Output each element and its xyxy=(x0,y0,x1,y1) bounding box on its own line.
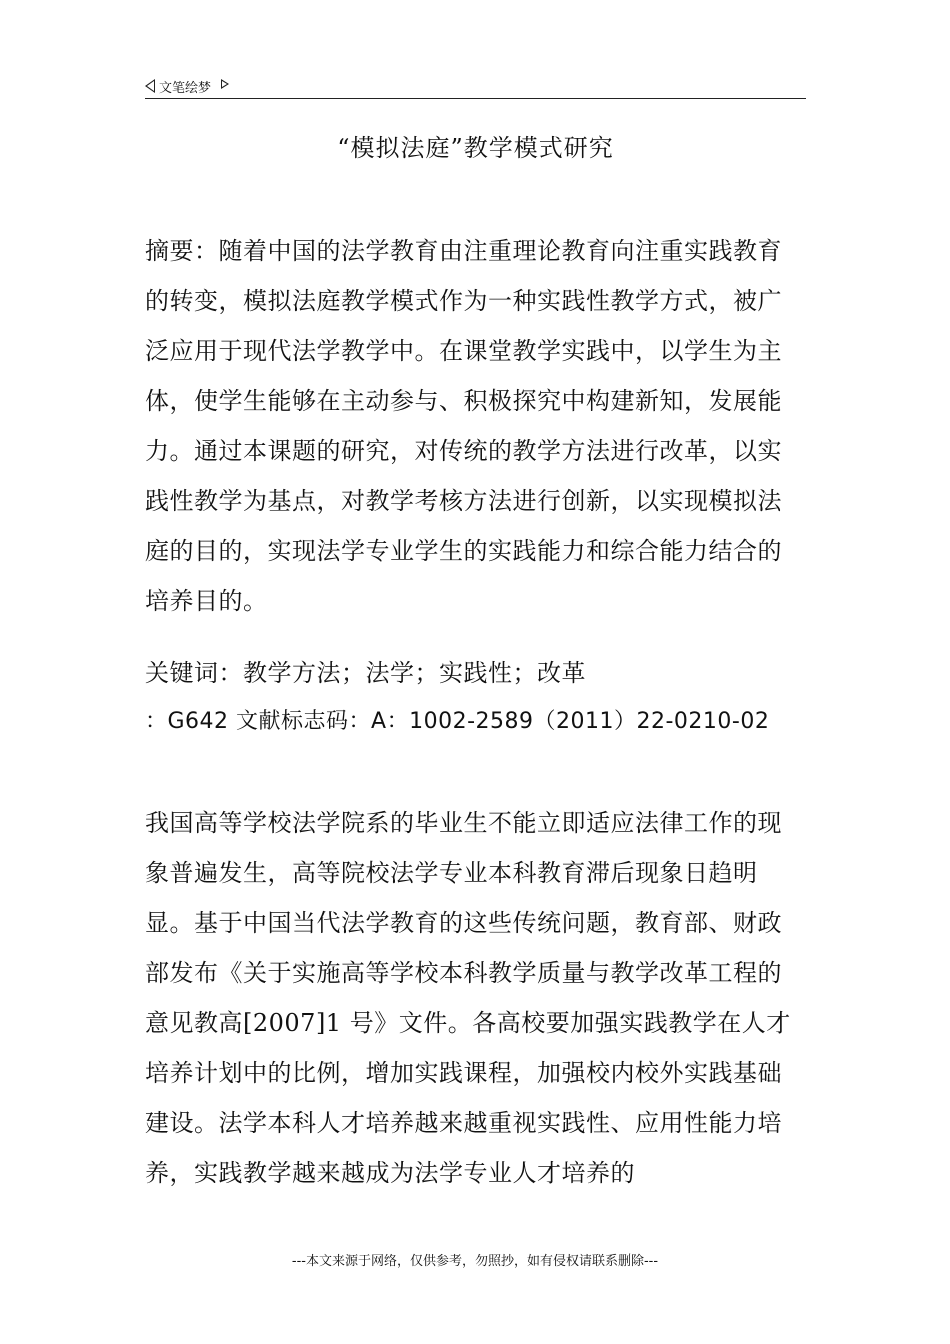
body-paragraph: 我国高等学校法学院系的毕业生不能立即适应法律工作的现象普遍发生，高等院校法学专业本科教育滞后现象日趋明显。基于中国当代法学教育的这些传统问题，教育部、财政部发布《关于实施高等学校本科教学质量与教学改革工程的意见教高[2007]1 号》文件。各高校要加强实践教学在人才培养计划中的比例，增加实践课程，加强校内校外实践基础建设。法学本科人才培养越来越重视实践性、应用性能力培养，实践教学越来越成为法学专业人才培养的 xyxy=(145,809,791,1187)
page-header xyxy=(145,74,806,99)
keywords-line: 关键词：教学方法；法学；实践性；改革 xyxy=(145,659,586,687)
classification-line: ：G642 文献标志码：A：1002-2589（2011）22-0210-02 xyxy=(145,709,770,734)
footer-disclaimer: ---本文来源于网络，仅供参考，勿照抄，如有侵权请联系删除--- xyxy=(291,1254,659,1269)
left-triangle-icon xyxy=(145,79,155,93)
document-title: “模拟法庭”教学模式研究 xyxy=(337,134,614,162)
header-brand: 文笔绘梦 xyxy=(159,80,212,96)
abstract-paragraph: 摘要：随着中国的法学教育由注重理论教育向注重实践教育的转变，模拟法庭教学模式作为一种实践性教学方式，被广泛应用于现代法学教学中。在课堂教学实践中，以学生为主体，使学生能够在主动参与、积极探究中构建新知，发展能力。通过本课题的研究，对传统的教学方法进行改革，以实践性教学为基点，对教学考核方法进行创新，以实现模拟法庭的目的，实现法学专业学生的实践能力和综合能力结合的培养目的。 xyxy=(145,237,782,615)
right-triangle-icon xyxy=(221,79,229,89)
